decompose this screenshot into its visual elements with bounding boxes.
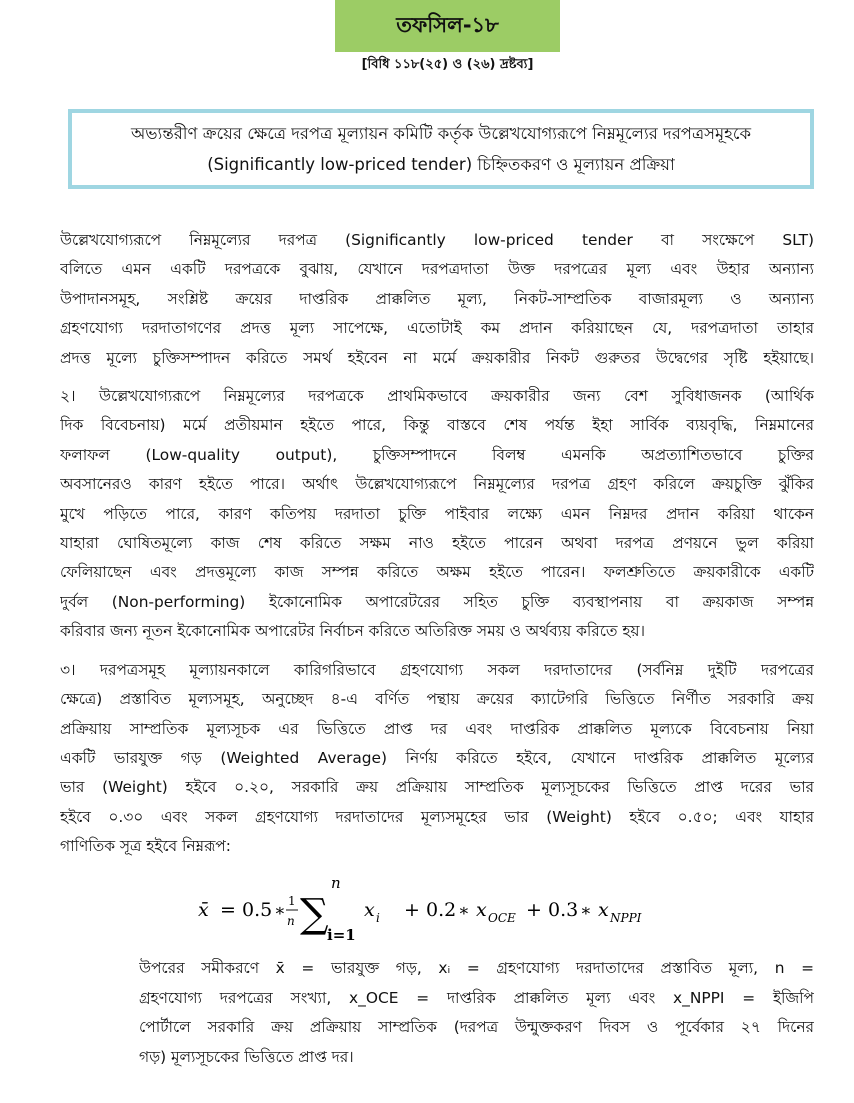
formula-lhs: x̄ — [198, 899, 209, 921]
schedule-title-text: তফসিল-১৮ — [396, 12, 499, 37]
paragraph-line: ফেলিয়াছেন এবং প্রদত্তমূল্যে কাজ সম্পন্ন করিতে অক্ষম হইতে পারেন। ফলশ্রুতিতে ক্রয়কারীকে একটি — [60, 563, 814, 582]
formula-plus-1: + — [404, 899, 420, 921]
paragraph-line: অবসানেরও কারণ হইতে পারে। অর্থাৎ উল্লেখযোগ্যরূপে নিম্নমূল্যের দরপত্র গ্রহণ করিলে ক্রয়চুক্তি ঝুঁকির — [60, 475, 814, 494]
paragraph-line: গ্রহণযোগ্য দরদাতাগণের প্রদত্ত মূল্য সাপেক্ষে, এতোটাই কম প্রদান করিয়াছেন যে, দরপত্রদাতা তাহার — [60, 319, 814, 338]
formula-explanation — [139, 954, 814, 1072]
weighted-average-formula — [190, 868, 710, 946]
formula-coef2: 0.2 — [426, 899, 457, 921]
paragraph-line: মুখে পড়িতে পারে, কারণ কতিপয় দরদাতা চুক্তি পাইবার লক্ষ্যে এমন নিম্নদর প্রদান করিয়া থাকেন — [60, 504, 814, 523]
formula-sum-sign: ∑ — [300, 891, 329, 937]
formula-term2-var: x — [476, 899, 487, 921]
formula-frac-den: n — [287, 914, 295, 928]
paragraph-line: ৩। দরপত্রসমূহ মূল্যায়নকালে কারিগরিভাবে গ্রহণযোগ্য সকল দরদাতাদের (সর্বনিম্ন দুইটি দরপত্রের — [60, 660, 814, 679]
paragraph-line: যাহারা ঘোষিতমূল্যে কাজ শেষ করিতে সক্ষম নাও হইতে পারেন অথবা দরপত্র প্রণয়নে ভুল করিয়া — [60, 534, 814, 553]
topic-line-1: অভ্যন্তরীণ ক্রয়ের ক্ষেত্রে দরপত্র মূল্যায়ন কমিটি কর্তৃক উল্লেখযোগ্যরূপে নিম্নমূল্যের দরপত্রসমূহকে — [130, 124, 752, 143]
paragraph-line: ভার (Weight) হইবে ০.২০, সরকারি ক্রয় প্রক্রিয়ায় সাম্প্রতিক মূল্যসূচকের ভিত্তিতে প্রাপ্ত দরের ভার — [60, 778, 814, 797]
explanation-line: গড়) মূল্যসূচকের ভিত্তিতে প্রাপ্ত দর। — [139, 1047, 354, 1066]
formula-term3-sub: NPPI — [610, 911, 642, 925]
formula-sum-upper: n — [331, 874, 341, 892]
paragraph-line: ২। উল্লেখযোগ্যরূপে নিম্নমূল্যের দরপত্রকে প্রাথমিকভাবে ক্রয়কারীর জন্য বেশ সুবিধাজনক (আর্থিক — [60, 387, 814, 406]
paragraph-line: প্রক্রিয়ায় সাম্প্রতিক মূল্যসূচক এর ভিত্তিতে প্রাপ্ত দর এবং দাপ্তরিক প্রাক্কলিত মূল্যকে বিবেচনায় নিয়া — [60, 719, 814, 738]
formula-sum-lower: i=1 — [327, 926, 356, 944]
formula-frac-num: 1 — [288, 894, 296, 908]
formula-term1-sub: i — [376, 911, 380, 925]
topic-box — [68, 109, 814, 189]
formula-term1-var: x — [364, 899, 375, 921]
formula-coef3: 0.3 — [548, 899, 579, 921]
formula-equals: = — [220, 899, 236, 921]
paragraph-line: উপাদানসমূহ, সংশ্লিষ্ট ক্রয়ের দাপ্তরিক প্রাক্কলিত মূল্য, নিকট-সাম্প্রতিক বাজারমূল্য ও অন্যান্য — [60, 289, 814, 308]
paragraph-line: প্রদত্ত মূল্যে চুক্তিসম্পাদন করিতে সমর্থ হইবেন না মর্মে ক্রয়কারীর নিকট গুরুতর উদ্বেগের সৃষ্টি হইয়াছে। — [60, 348, 814, 367]
paragraph-1 — [60, 226, 814, 373]
paragraph-2 — [60, 382, 814, 647]
formula-coef1: 0.5 — [242, 899, 273, 921]
paragraph-line: বলিতে এমন একটি দরপত্রকে বুঝায়, যেখানে দরপত্রদাতা উক্ত দরপত্রের মূল্য এবং উহার অন্যান্য — [60, 260, 814, 279]
paragraph-line: উল্লেখযোগ্যরূপে নিম্নমূল্যের দরপত্র (Significantly low-priced tender বা সংক্ষেপে SLT) — [60, 231, 814, 249]
explanation-line: উপরের সমীকরণে x̄ = ভারযুক্ত গড়, xᵢ = গ্রহণযোগ্য দরদাতাদের প্রস্তাবিত মূল্য, n = — [139, 959, 814, 977]
paragraph-line: দুর্বল (Non-performing) ইকোনোমিক অপারেটরের সহিত চুক্তি ব্যবস্থাপনায় বা ক্রয়কাজ সম্পন্ন — [60, 592, 814, 611]
schedule-title — [335, 0, 560, 52]
paragraph-line: করিবার জন্য নূতন ইকোনোমিক অপারেটর নির্বাচন করিতে অতিরিক্ত সময় ও অর্থব্যয় করিতে হয়। — [60, 622, 645, 641]
explanation-line: পোর্টালে সরকারি ক্রয় প্রক্রিয়ায় সাম্প্রতিক (দরপত্র উন্মুক্তকরণ দিবস ও পূর্বেকার ২৭ দিনের — [139, 1018, 814, 1037]
paragraph-line: ক্ষেত্রে) প্রস্তাবিত মূল্যসমূহ, অনুচ্ছেদ ৪-এ বর্ণিত পন্থায় ক্রয়ের ক্যাটেগরি ভিত্তিতে নির্ণীত সরকারি ক্রয় — [60, 690, 814, 709]
paragraph-line: হইবে ০.৩০ এবং সকল গ্রহণযোগ্য দরদাতাদের মূল্যসমূহের ভার (Weight) হইবে ০.৫০; এবং যাহার — [60, 807, 814, 826]
body-content — [60, 226, 814, 871]
formula-star-1: ∗ — [274, 901, 286, 921]
topic-line-2: (Significantly low-priced tender) চিহ্নিতকরণ ও মূল্যায়ন প্রক্রিয়া — [207, 155, 675, 174]
rule-reference: [বিধি ১১৮(২৫) ও (২৬) দ্রষ্টব্য] — [361, 57, 534, 72]
paragraph-line: দিক বিবেচনায়) মর্মে প্রতীয়মান হইতে পারে, কিন্তু বাস্তবে শেষ পর্যন্ত ইহা সার্বিক ব্যয়বৃদ্ধি, নিম্নমানের — [60, 416, 814, 435]
formula-term2-sub: OCE — [488, 911, 516, 925]
formula-svg — [190, 868, 710, 946]
paragraph-3 — [60, 656, 814, 862]
paragraph-line: একটি ভারযুক্ত গড় (Weighted Average) নির্ণয় করিতে হইবে, যেখানে দাপ্তরিক প্রাক্কলিত মূল্যের — [60, 748, 814, 767]
formula-plus-2: + — [526, 899, 542, 921]
formula-star-2: ∗ — [458, 901, 470, 921]
formula-term3-var: x — [598, 899, 609, 921]
paragraph-line: ফলাফল (Low-quality output), চুক্তিসম্পাদনে বিলম্ব এমনকি অপ্রত্যাশিতভাবে চুক্তির — [60, 445, 814, 464]
paragraph-line: গাণিতিক সূত্র হইবে নিম্নরূপ: — [60, 837, 231, 856]
explanation-line: গ্রহণযোগ্য দরপত্রের সংখ্যা, x_OCE = দাপ্তরিক প্রাক্কলিত মূল্য এবং x_NPPI = ইজিপি — [139, 988, 814, 1007]
formula-star-3: ∗ — [580, 901, 592, 921]
